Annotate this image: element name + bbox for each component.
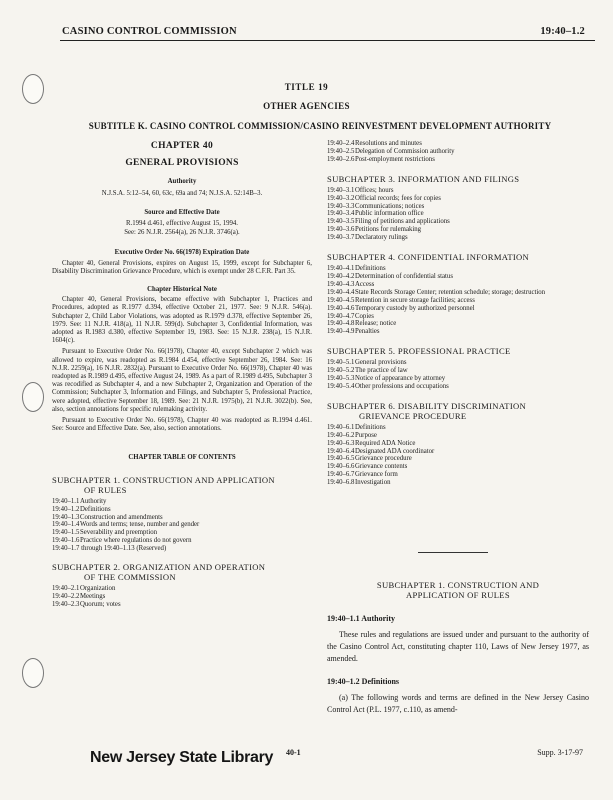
toc-section-title: Designated ADA coordinator bbox=[355, 447, 435, 455]
toc-section-number: 19:40–6.8 bbox=[327, 479, 355, 487]
toc-subchapter-6-title bbox=[327, 401, 589, 421]
toc-subchapter-1-title bbox=[52, 475, 312, 495]
toc-row bbox=[327, 305, 589, 313]
toc-reserved-row bbox=[52, 545, 312, 553]
toc-section-number: 19:40–1.2 bbox=[52, 505, 80, 513]
body-subchapter-1-title-a: SUBCHAPTER 1. CONSTRUCTION AND bbox=[376, 580, 540, 590]
toc-subchapter-6-title-b: GRIEVANCE PROCEDURE bbox=[359, 410, 467, 421]
toc-row bbox=[327, 234, 589, 242]
toc-section-number: 19:40–6.4 bbox=[327, 447, 355, 455]
toc-section-title: Other professions and occupations bbox=[355, 382, 449, 390]
toc-row bbox=[327, 328, 589, 336]
toc-section-number: 19:40–6.6 bbox=[327, 463, 355, 471]
toc-row bbox=[327, 203, 589, 211]
toc-row bbox=[327, 320, 589, 328]
toc-section-title: Resolutions and minutes bbox=[355, 140, 422, 147]
toc-section-number: 19:40–2.4 bbox=[327, 140, 355, 147]
toc-section-number: 19:40–6.3 bbox=[327, 439, 355, 447]
exec-order-heading: Executive Order No. 66(1978) Expiration Date bbox=[114, 249, 250, 257]
toc-section-number: 19:40–1.1 bbox=[52, 497, 80, 505]
toc-row bbox=[327, 226, 589, 234]
toc-subchapter-2-title-b: OF THE COMMISSION bbox=[84, 572, 176, 583]
toc-section-title: Penalties bbox=[355, 328, 380, 336]
toc-section-number: 19:40–2.1 bbox=[52, 585, 80, 593]
toc-section-number: 19:40–2.6 bbox=[327, 155, 355, 163]
toc-section-title: State Records Storage Center; retention schedule; storage; destruction bbox=[355, 288, 546, 296]
toc-row bbox=[327, 432, 589, 440]
toc-row bbox=[52, 498, 312, 506]
toc-row bbox=[327, 313, 589, 321]
toc-section-title: Official records; fees for copies bbox=[355, 194, 441, 202]
toc-section-title: Grievance form bbox=[355, 471, 398, 479]
toc-row bbox=[327, 448, 589, 456]
toc-subchapter-4-title: SUBCHAPTER 4. CONFIDENTIAL INFORMATION bbox=[327, 252, 530, 263]
toc-row bbox=[327, 195, 589, 203]
section-1-1-heading: 19:40–1.1 Authority bbox=[327, 614, 395, 623]
toc-section-title: Investigation bbox=[355, 479, 391, 487]
toc-section-number: 19:40–6.7 bbox=[327, 471, 355, 479]
toc-section-title: Construction and amendments bbox=[80, 513, 163, 521]
right-column bbox=[327, 140, 589, 487]
toc-row bbox=[52, 521, 312, 529]
body-subchapter-1-title-b: APPLICATION OF RULES bbox=[406, 590, 510, 600]
toc-section-number: 19:40–4.2 bbox=[327, 272, 355, 280]
authority-heading: Authority bbox=[167, 178, 197, 186]
toc-section-title: The practice of law bbox=[355, 367, 408, 375]
toc-row bbox=[327, 424, 589, 432]
toc-row bbox=[327, 297, 589, 305]
toc-row bbox=[327, 367, 589, 375]
toc-section-number: 19:40–1.5 bbox=[52, 529, 80, 537]
toc-subchapter-2-list bbox=[52, 585, 312, 609]
toc-section-title: Practice where regulations do not govern bbox=[80, 537, 192, 545]
toc-section-number: 19:40–5.3 bbox=[327, 375, 355, 383]
toc-section-title: Access bbox=[355, 280, 375, 288]
toc-section-title: Petitions for rulemaking bbox=[355, 226, 422, 234]
toc-subchapter-1-list bbox=[52, 498, 312, 553]
page-number: 40-1 bbox=[286, 748, 301, 757]
toc-section-number: 19:40–3.4 bbox=[327, 210, 355, 218]
binder-hole-middle bbox=[22, 382, 44, 412]
history-paragraph-1: Chapter 40, General Provisions, became effective with Subchapter 1, Practices and Procedures, adopted as R.1977 d.394, effective October 21, 1977. See: 9 N.J.R. 546(a). Subchapter 2, Child Labor Violations, was adopted as R.1979 d.378, effective September 26, 1979. See: 11 N.J.R. 418(a), 11 N.J.R. 599(d). Subchapter 3, Confidential Information, was adopted as R.1983 d.380, effective September 19, 1983. See: 15 N.J.R. 238(a), 15 N.J.R. 1604(c). bbox=[52, 296, 312, 345]
toc-row bbox=[52, 601, 312, 609]
source-line-1: R.1994 d.461, effective August 15, 1994. bbox=[125, 220, 238, 228]
toc-section-number: 19:40–6.1 bbox=[327, 423, 355, 431]
toc-section-title: Retention in secure storage facilities; access bbox=[355, 296, 475, 304]
left-column bbox=[52, 142, 312, 609]
toc-section-number: 19:40–2.5 bbox=[327, 147, 355, 155]
toc-row bbox=[327, 265, 589, 273]
toc-row bbox=[52, 537, 312, 545]
toc-row bbox=[52, 529, 312, 537]
toc-section-number: 19:40–2.3 bbox=[52, 600, 80, 608]
toc-section-number: 19:40–4.3 bbox=[327, 280, 355, 288]
toc-row bbox=[327, 471, 589, 479]
toc-section-title: Filing of petitions and applications bbox=[355, 218, 450, 226]
library-stamp: New Jersey State Library bbox=[90, 749, 274, 766]
toc-section-title: General provisions bbox=[355, 359, 407, 367]
toc-section-title: Copies bbox=[355, 312, 374, 320]
toc-section-title: Required ADA Notice bbox=[355, 439, 416, 447]
source-line-2: See: 26 N.J.R. 2564(a), 26 N.J.R. 3746(a). bbox=[124, 229, 240, 237]
toc-section-number: 19:40–4.8 bbox=[327, 320, 355, 328]
history-paragraph-2: Pursuant to Executive Order No. 66(1978), Chapter 40, except Subchapter 2 which was allowed to expire, was readopted as R.1984 d.454, effective September 26, 1984. See: 16 N.J.R. 2259(a), 16 N.J.R. 2832(a). Pursuant to Executive Order No. 66(1978), Chapter 40 was readopted as R.1989 d.495, effective August 24, 1989. As a part of R.1989 d.495, Subchapter 3 was recodified as Subchapter 4, and a new Subchapter 2, Organization and Operation of the Commission; Subchapter 3, Information and Filings, and Subchapter 5, Professional Practice, were adopted, effective September 18, 1989. See: 21 N.J.R. 1975(b), 21 N.J.R. 3022(b). See, also, section annotations for specific rulemaking activity. bbox=[52, 348, 312, 413]
chapter-number: CHAPTER 40 bbox=[150, 141, 214, 151]
toc-subchapter-3-title: SUBCHAPTER 3. INFORMATION AND FILINGS bbox=[327, 173, 520, 184]
toc-section-number: 19:40–6.5 bbox=[327, 455, 355, 463]
history-paragraph-3: Pursuant to Executive Order No. 66(1978), Chapter 40 was readopted as R.1994 d.461. See: Source and Effective Date. See, also, section annotations. bbox=[52, 417, 312, 433]
toc-row bbox=[327, 455, 589, 463]
toc-section-title: Determination of confidential status bbox=[355, 272, 453, 280]
toc-section-title: Authority bbox=[80, 497, 107, 505]
toc-subchapter-4-list bbox=[327, 265, 589, 336]
toc-subchapter-6-list bbox=[327, 424, 589, 487]
toc-section-number: 19:40–3.6 bbox=[327, 226, 355, 234]
toc-row bbox=[327, 289, 589, 297]
toc-section-title: Notice of appearance by attorney bbox=[355, 375, 446, 383]
header-rule bbox=[60, 40, 595, 41]
toc-row bbox=[327, 375, 589, 383]
toc-section-title: Temporary custody by authorized personnel bbox=[355, 304, 475, 312]
source-heading: Source and Effective Date bbox=[144, 208, 220, 216]
toc-end-rule bbox=[418, 552, 488, 553]
title-name: OTHER AGENCIES bbox=[263, 101, 350, 111]
toc-section-title: Definitions bbox=[355, 265, 386, 273]
section-1-2-text: (a) The following words and terms are defined in the New Jersey Casino Control Act (P.L. 1977, c.110, as amend- bbox=[327, 693, 589, 714]
toc-row bbox=[52, 514, 312, 522]
toc-section-number: 19:40–4.1 bbox=[327, 265, 355, 273]
toc-section-title: Definitions bbox=[80, 505, 111, 513]
toc-section-number: 19:40–4.9 bbox=[327, 328, 355, 336]
toc-row bbox=[327, 383, 589, 391]
toc-section-title: Definitions bbox=[355, 423, 386, 431]
binder-hole-bottom bbox=[22, 658, 44, 688]
section-1-2-heading: 19:40–1.2 Definitions bbox=[327, 677, 399, 686]
toc-row bbox=[327, 187, 589, 195]
toc-section-title: Meetings bbox=[80, 592, 106, 600]
toc-row bbox=[52, 506, 312, 514]
toc-section-title: Severability and preemption bbox=[80, 529, 158, 537]
toc-section-title: Grievance contents bbox=[355, 463, 408, 471]
toc-row bbox=[327, 148, 589, 156]
title-number: TITLE 19 bbox=[284, 82, 329, 92]
toc-row bbox=[327, 156, 589, 164]
toc-row bbox=[327, 281, 589, 289]
toc-subchapter-5-list bbox=[327, 359, 589, 391]
section-1-1-text: These rules and regulations are issued under and pursuant to the authority of the Casino Control Act, constituting chapter 110, Laws of New Jersey 1977, as amended. bbox=[327, 630, 589, 663]
toc-subchapter-5-title: SUBCHAPTER 5. PROFESSIONAL PRACTICE bbox=[327, 346, 511, 357]
toc-section-title: Organization bbox=[80, 585, 116, 593]
toc-row bbox=[327, 359, 589, 367]
toc-section-title: Words and terms; tense, number and gender bbox=[80, 521, 200, 529]
toc-row bbox=[327, 218, 589, 226]
toc-section-title: Offices; hours bbox=[355, 186, 394, 194]
toc-section-number: 19:40–4.5 bbox=[327, 296, 355, 304]
rule-text-section bbox=[327, 580, 589, 716]
running-header-section: 19:40–1.2 bbox=[540, 26, 585, 37]
toc-subchapter-1-title-a: SUBCHAPTER 1. CONSTRUCTION AND APPLICATION bbox=[52, 474, 275, 485]
toc-row bbox=[327, 210, 589, 218]
toc-section-number: 19:40–4.6 bbox=[327, 304, 355, 312]
toc-subchapter-6-title-a: SUBCHAPTER 6. DISABILITY DISCRIMINATION bbox=[327, 400, 527, 411]
toc-section-number: 19:40–4.4 bbox=[327, 288, 355, 296]
toc-section-number: 19:40–3.5 bbox=[327, 218, 355, 226]
chapter-name: GENERAL PROVISIONS bbox=[125, 158, 239, 169]
running-header-title: CASINO CONTROL COMMISSION bbox=[62, 26, 237, 37]
supplement-date: Supp. 3-17-97 bbox=[537, 748, 583, 757]
toc-row bbox=[327, 440, 589, 448]
exec-order-text: Chapter 40, General Provisions, expires on August 15, 1999, except for Subchapter 6, Disability Discrimination Grievance Procedure, which is exempt under 28 C.F.R. Part 35. bbox=[52, 259, 312, 275]
toc-section-title: Purpose bbox=[355, 431, 377, 439]
toc-section-number: 19:40–2.2 bbox=[52, 592, 80, 600]
toc-section-title: Grievance procedure bbox=[355, 455, 412, 463]
toc-section-number: 19:40–5.4 bbox=[327, 382, 355, 390]
toc-subchapter-3-list bbox=[327, 187, 589, 242]
toc-subchapter-1-title-b: OF RULES bbox=[84, 484, 127, 495]
toc-section-number: 19:40–5.2 bbox=[327, 367, 355, 375]
toc-section-number: 19:40–3.7 bbox=[327, 234, 355, 242]
toc-row bbox=[52, 585, 312, 593]
toc-row bbox=[327, 140, 589, 148]
toc-subchapter-2-continued bbox=[327, 140, 589, 164]
subtitle-heading: SUBTITLE K. CASINO CONTROL COMMISSION/CASINO REINVESTMENT DEVELOPMENT AUTHORITY bbox=[88, 121, 552, 131]
toc-reserved-text: 19:40–1.7 through 19:40–1.13 (Reserved) bbox=[52, 545, 167, 553]
toc-row bbox=[327, 463, 589, 471]
toc-subchapter-2-title-a: SUBCHAPTER 2. ORGANIZATION AND OPERATION bbox=[52, 562, 266, 573]
toc-row bbox=[327, 273, 589, 281]
toc-row bbox=[327, 479, 589, 487]
toc-heading: CHAPTER TABLE OF CONTENTS bbox=[128, 454, 236, 462]
toc-section-number: 19:40–3.2 bbox=[327, 194, 355, 202]
toc-section-number: 19:40–4.7 bbox=[327, 312, 355, 320]
toc-section-number: 19:40–1.3 bbox=[52, 513, 80, 521]
toc-section-number: 19:40–1.6 bbox=[52, 537, 80, 545]
toc-section-number: 19:40–3.1 bbox=[327, 186, 355, 194]
toc-section-title: Communications; notices bbox=[355, 202, 425, 210]
toc-row bbox=[52, 593, 312, 601]
toc-section-number: 19:40–5.1 bbox=[327, 359, 355, 367]
history-heading: Chapter Historical Note bbox=[147, 286, 217, 294]
toc-section-number: 19:40–3.3 bbox=[327, 202, 355, 210]
toc-section-title: Release; notice bbox=[355, 320, 397, 328]
toc-section-number: 19:40–1.4 bbox=[52, 521, 80, 529]
toc-section-title: Delegation of Commission authority bbox=[355, 147, 455, 155]
toc-section-title: Post-employment restrictions bbox=[355, 155, 435, 163]
toc-section-title: Public information office bbox=[355, 210, 424, 218]
toc-section-title: Declaratory rulings bbox=[355, 234, 408, 242]
toc-section-number: 19:40–6.2 bbox=[327, 431, 355, 439]
toc-section-title: Quorum; votes bbox=[80, 600, 121, 608]
toc-subchapter-2-title bbox=[52, 562, 312, 582]
authority-text: N.J.S.A. 5:12–54, 60, 63c, 69a and 74; N.J.S.A. 52:14B–3. bbox=[101, 189, 263, 197]
